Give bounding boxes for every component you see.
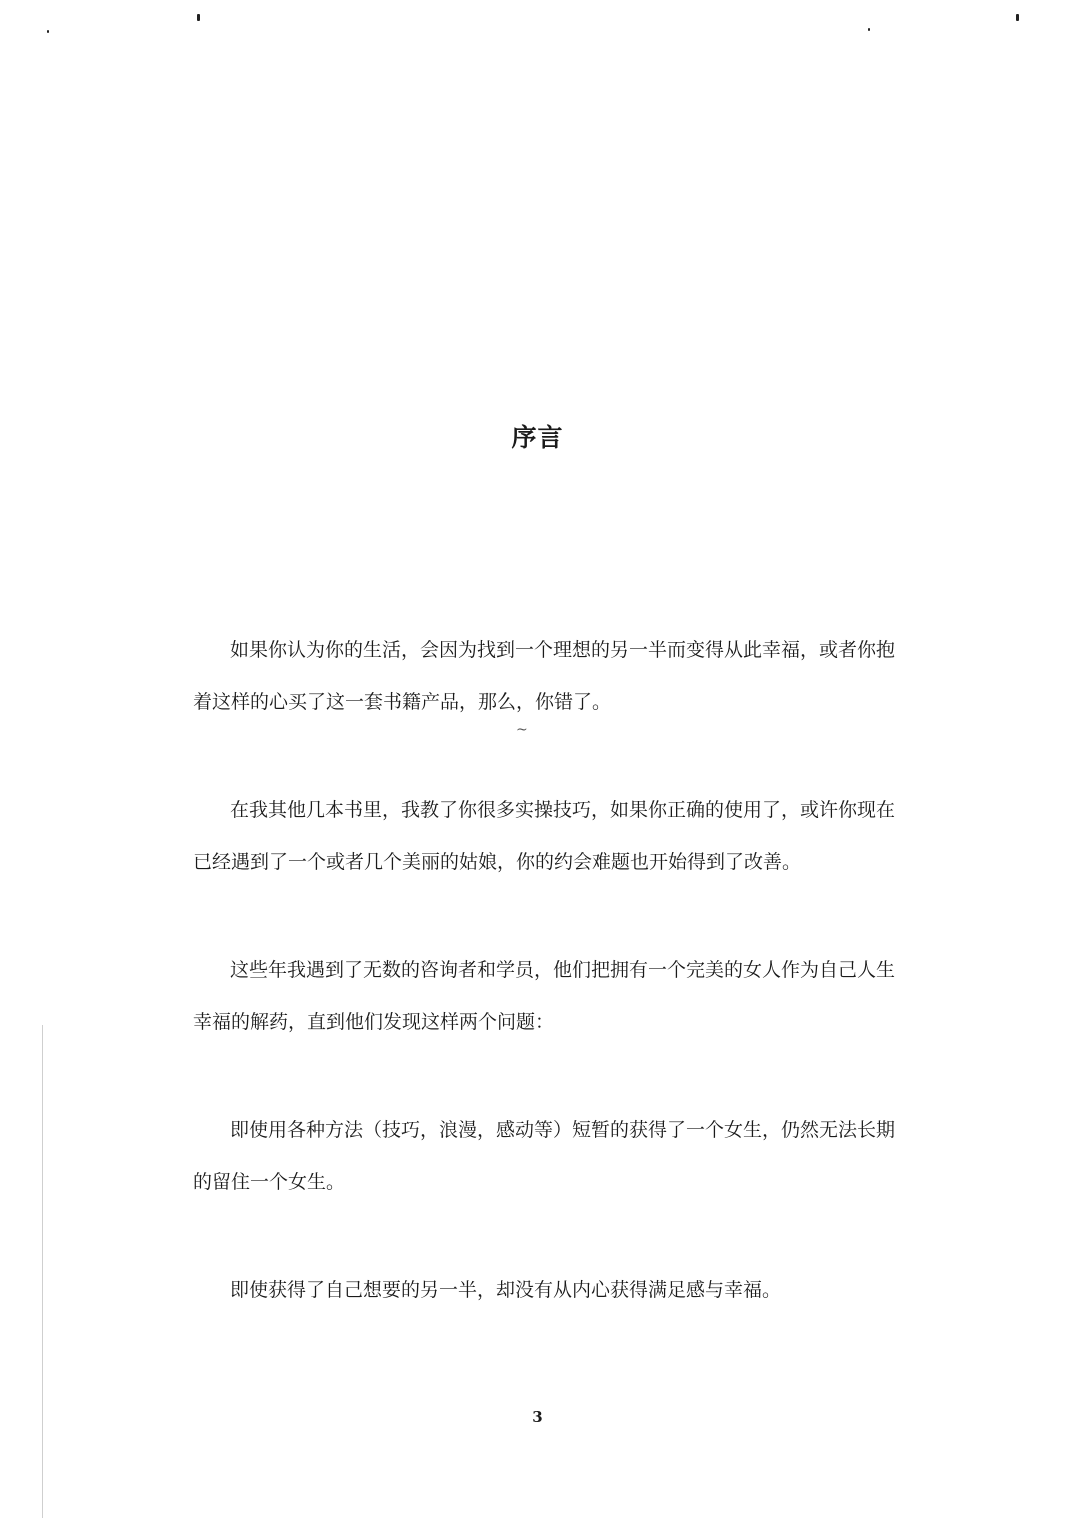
scan-speck bbox=[47, 30, 49, 33]
paragraph-5: 即使获得了自己想要的另一半，却没有从内心获得满足感与幸福。 bbox=[230, 1279, 782, 1301]
page-number: 3 bbox=[532, 1408, 543, 1426]
scan-speck bbox=[197, 14, 200, 21]
paragraph-1: 如果你认为你的生活，会因为找到一个理想的另一半而变得从此幸福，或者你抱着这样的心买了这一套书籍产品，那么，你错了。 bbox=[193, 639, 896, 713]
paragraph-4: 即使用各种方法（技巧，浪漫，感动等）短暂的获得了一个女生，仍然无法长期的留住一个女生。 bbox=[193, 1119, 896, 1193]
scan-edge-line bbox=[42, 1025, 43, 1518]
paragraph-2: 在我其他几本书里，我教了你很多实操技巧，如果你正确的使用了，或许你现在已经遇到了一个或者几个美丽的姑娘，你的约会难题也开始得到了改善。 bbox=[193, 799, 896, 873]
stray-mark: ~ bbox=[516, 722, 528, 738]
paragraph-3: 这些年我遇到了无数的咨询者和学员，他们把拥有一个完美的女人作为自己人生幸福的解药，直到他们发现这样两个问题： bbox=[193, 959, 896, 1033]
scan-speck bbox=[1016, 14, 1019, 21]
scan-speck bbox=[868, 28, 870, 31]
page-title: 序言 bbox=[511, 423, 564, 452]
